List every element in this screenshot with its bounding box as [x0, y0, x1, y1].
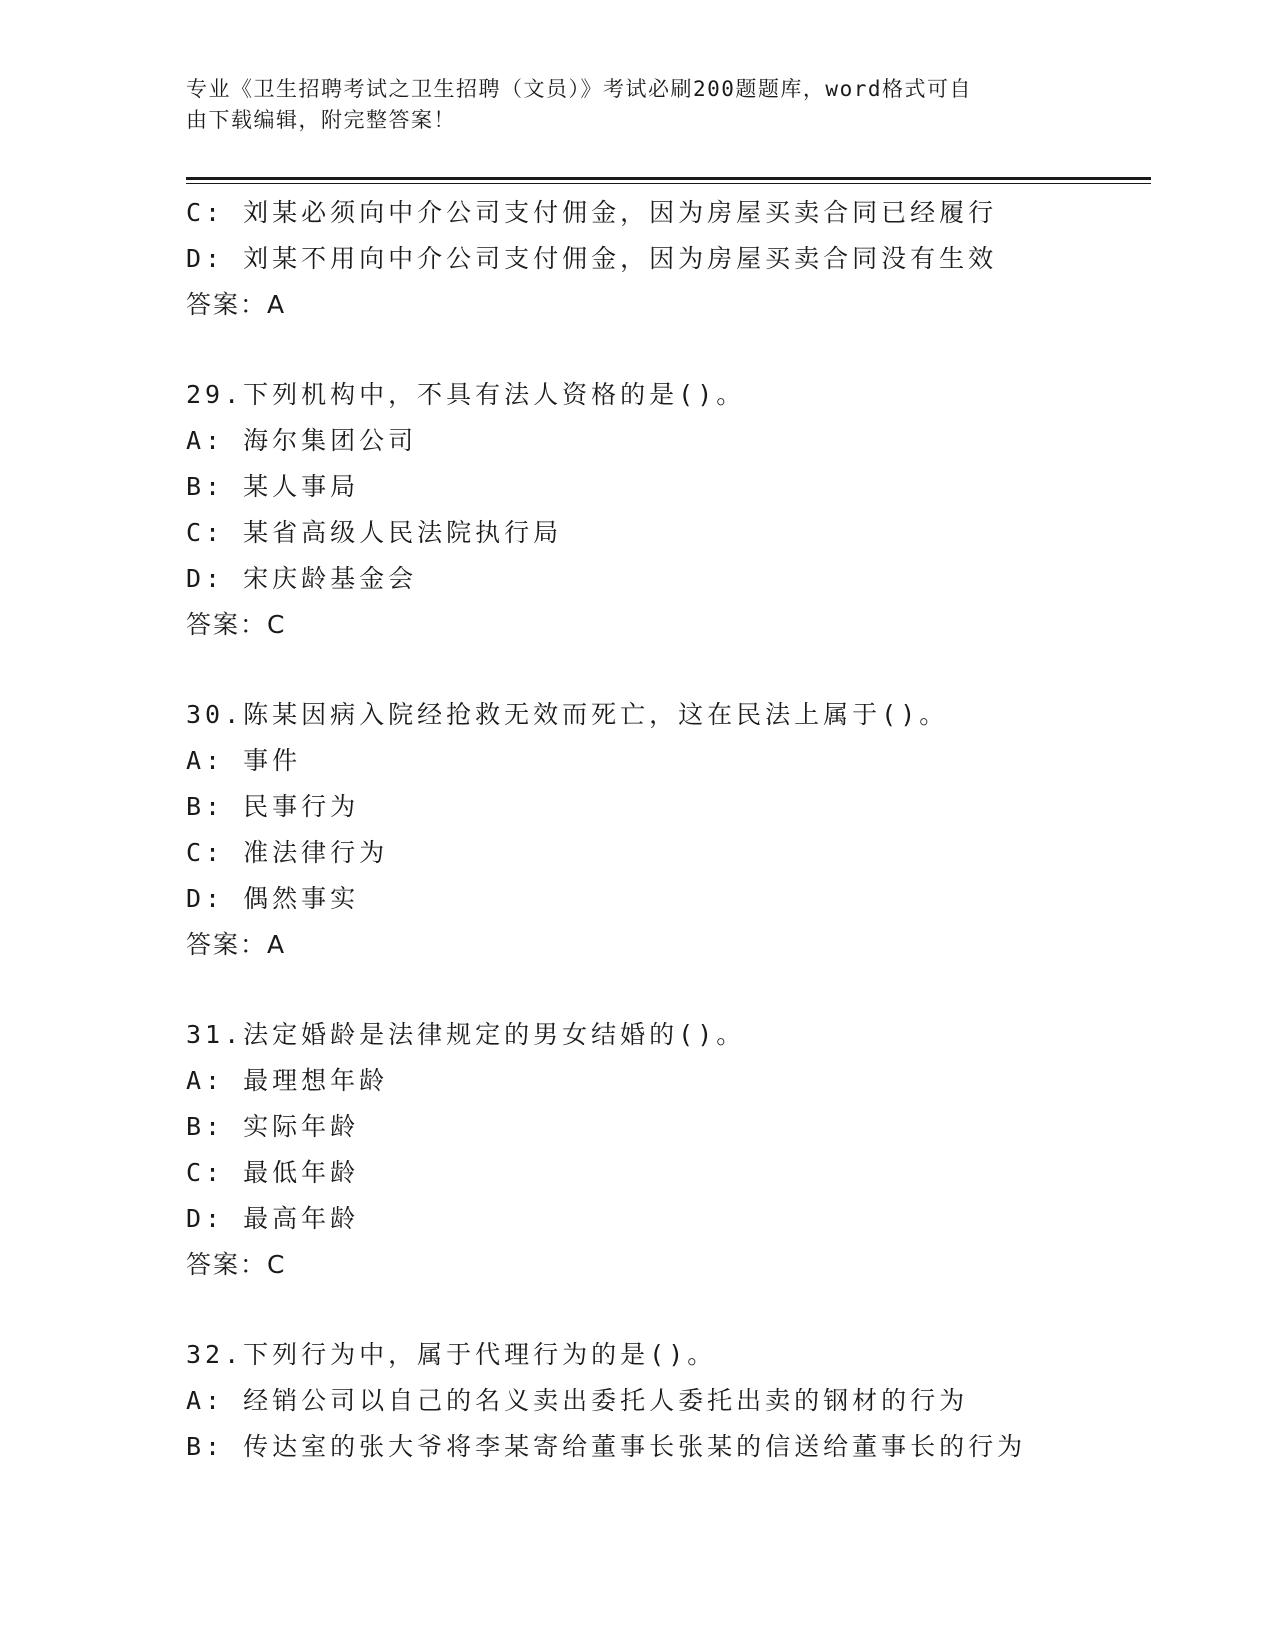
question-31 [186, 1012, 1146, 1288]
header-line-2: 由下载编辑，附完整答案！ [186, 108, 456, 132]
question-28-continuation [186, 190, 1146, 328]
option-c: C: 最低年龄 [186, 1158, 360, 1187]
document-header [186, 74, 1086, 136]
answer-line: 答案：C [186, 610, 287, 639]
option-d: D: 宋庆龄基金会 [186, 564, 418, 593]
spacer [186, 328, 1146, 372]
question-29 [186, 372, 1146, 648]
header-line-1: 专业《卫生招聘考试之卫生招聘（文员）》考试必刷200题题库，word格式可自 [186, 77, 972, 101]
answer-line: 答案：A [186, 290, 287, 319]
spacer [186, 968, 1146, 1012]
option-b: B: 某人事局 [186, 472, 360, 501]
answer-line: 答案：A [186, 930, 287, 959]
answer-line: 答案：C [186, 1250, 287, 1279]
option-a: A: 最理想年龄 [186, 1066, 389, 1095]
option-d: D: 偶然事实 [186, 884, 360, 913]
question-stem: 32.下列行为中，属于代理行为的是()。 [186, 1340, 717, 1369]
question-stem: 31.法定婚龄是法律规定的男女结婚的()。 [186, 1020, 746, 1049]
question-stem: 29.下列机构中，不具有法人资格的是()。 [186, 380, 746, 409]
option-c: C: 某省高级人民法院执行局 [186, 518, 563, 547]
option-a: A: 海尔集团公司 [186, 426, 418, 455]
question-32 [186, 1332, 1146, 1470]
header-divider-thick [186, 177, 1151, 180]
question-content [186, 190, 1146, 1470]
option-a: A: 事件 [186, 746, 302, 775]
question-30 [186, 692, 1146, 968]
option-c: C: 准法律行为 [186, 838, 389, 867]
option-a: A: 经销公司以自己的名义卖出委托人委托出卖的钢材的行为 [186, 1386, 969, 1415]
option-b: B: 民事行为 [186, 792, 360, 821]
spacer [186, 648, 1146, 692]
header-divider-thin [186, 183, 1151, 184]
spacer [186, 1288, 1146, 1332]
option-c: C: 刘某必须向中介公司支付佣金，因为房屋买卖合同已经履行 [186, 198, 998, 227]
option-d: D: 刘某不用向中介公司支付佣金，因为房屋买卖合同没有生效 [186, 244, 998, 273]
option-b: B: 传达室的张大爷将李某寄给董事长张某的信送给董事长的行为 [186, 1432, 1027, 1461]
option-d: D: 最高年龄 [186, 1204, 360, 1233]
option-b: B: 实际年龄 [186, 1112, 360, 1141]
question-stem: 30.陈某因病入院经抢救无效而死亡，这在民法上属于()。 [186, 700, 949, 729]
